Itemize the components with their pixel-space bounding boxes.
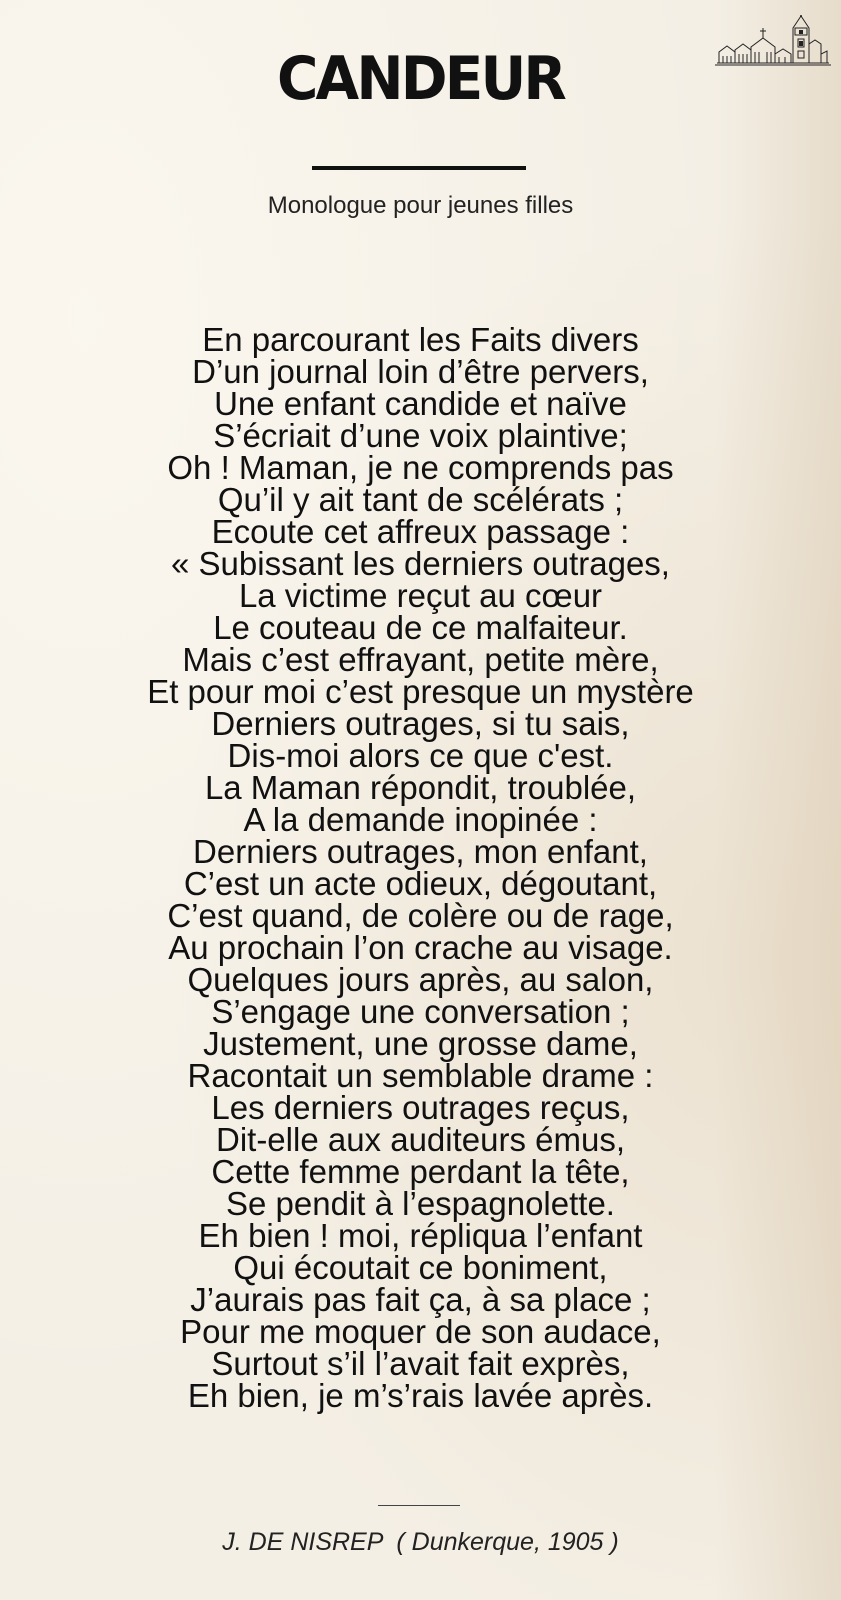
verse-line: Qui écoutait ce boniment, xyxy=(233,1249,608,1286)
verse-line: Racontait un semblable drame : xyxy=(187,1057,654,1094)
poem-body xyxy=(0,321,841,1414)
poem-title: CANDEUR xyxy=(276,44,565,114)
verse-line: Dit-elle aux auditeurs émus, xyxy=(215,1121,626,1158)
verse-line: S’engage une conversation ; xyxy=(211,993,630,1030)
verse-line: C’est quand, de colère ou de rage, xyxy=(167,897,674,934)
verse-line: Se pendit à l’espagnolette. xyxy=(226,1185,615,1222)
verse-line: Pour me moquer de son audace, xyxy=(180,1313,661,1350)
verse-line: Quelques jours après, au salon, xyxy=(187,961,654,998)
verse-line: Oh ! Maman, je ne comprends pas xyxy=(167,449,674,486)
verse-line: Eh bien ! moi, répliqua l’enfant xyxy=(198,1217,643,1254)
verse-line: C’est un acte odieux, dégoutant, xyxy=(183,865,658,902)
verse-line: A la demande inopinée : xyxy=(243,801,598,838)
verse-line: En parcourant les Faits divers xyxy=(202,321,639,358)
verse-line: Le couteau de ce malfaiteur. xyxy=(213,609,628,646)
poem-subtitle: Monologue pour jeunes filles xyxy=(267,192,574,219)
verse-line: Eh bien, je m’s’rais lavée après. xyxy=(187,1377,654,1414)
verse-line: J’aurais pas fait ça, à sa place ; xyxy=(190,1281,651,1318)
verse-line: Une enfant candide et naïve xyxy=(214,385,627,422)
verse-line: D’un journal loin d’être pervers, xyxy=(192,353,649,390)
verse-line: S’écriait d’une voix plaintive; xyxy=(213,417,628,454)
verse-line: Surtout s’il l’avait fait exprès, xyxy=(211,1345,630,1382)
verse-line: Ecoute cet affreux passage : xyxy=(211,513,630,550)
verse-line: Les derniers outrages reçus, xyxy=(211,1089,630,1126)
verse-line: Au prochain l’on crache au visage. xyxy=(168,929,673,966)
verse-line: Derniers outrages, mon enfant, xyxy=(193,833,648,870)
verse-line: Justement, une grosse dame, xyxy=(203,1025,638,1062)
verse-line: « Subissant les derniers outrages, xyxy=(171,545,670,582)
verse-line: La victime reçut au cœur xyxy=(238,577,603,614)
verse-line: Cette femme perdant la tête, xyxy=(211,1153,630,1190)
verse-line: Qu’il y ait tant de scélérats ; xyxy=(217,481,624,518)
title-underline xyxy=(312,166,526,170)
verse-line: Et pour moi c’est presque un mystère xyxy=(147,673,694,710)
signature-divider xyxy=(378,1505,460,1506)
verse-line: Dis-moi alors ce que c'est. xyxy=(227,737,614,774)
verse-line: Derniers outrages, si tu sais, xyxy=(211,705,630,742)
verse-line: La Maman répondit, troublée, xyxy=(204,769,637,806)
verse-line: Mais c’est effrayant, petite mère, xyxy=(182,641,659,678)
author-signature: J. DE NISREP ( Dunkerque, 1905 ) xyxy=(222,1528,619,1556)
